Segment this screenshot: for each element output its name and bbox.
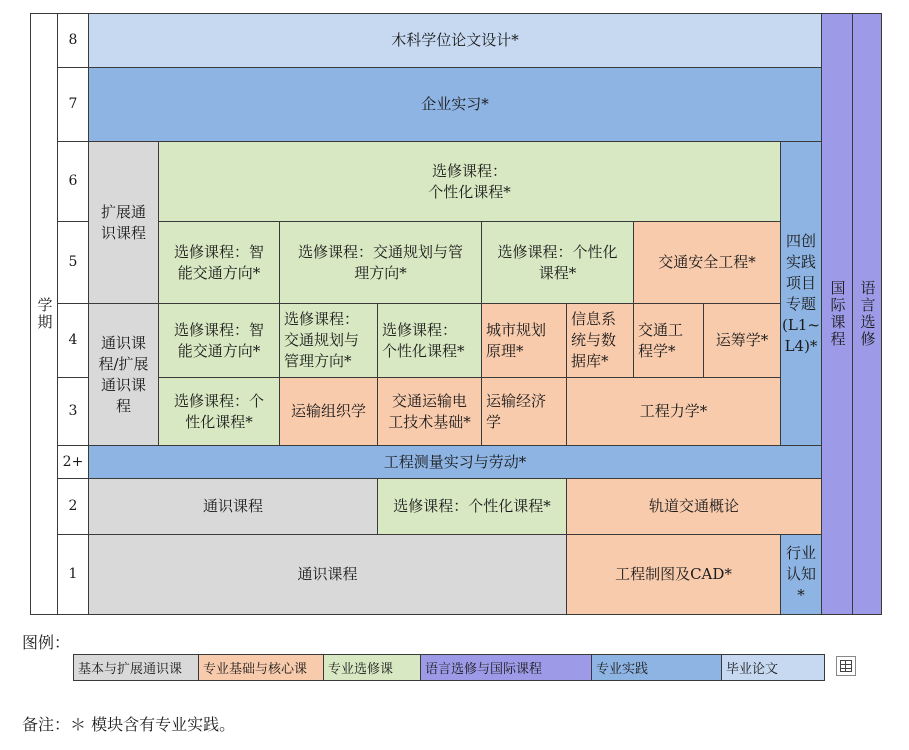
semester-number-2plus: 2+ <box>57 445 89 479</box>
footnote: 备注：＊ 模块含有专业实践。 <box>22 715 236 734</box>
semester-number-7: 7 <box>57 67 89 142</box>
general-education-s2: 通识课程 <box>88 478 378 535</box>
semester-axis-label: 学期 <box>30 13 58 615</box>
transport-economics: 运输经济 学 <box>481 377 567 446</box>
elective-transport-planning-s4: 选修课程： 交通规划与 管理方向* <box>279 303 378 378</box>
semester-number-1: 1 <box>57 534 89 615</box>
legend-item-major-electives: 专业选修课 <box>323 654 421 681</box>
legend-item-core-courses: 专业基础与核心课 <box>198 654 324 681</box>
semester-number-6: 6 <box>57 141 89 222</box>
legend-item-professional-practice: 专业实践 <box>591 654 722 681</box>
international-courses-column: 国际课程 <box>821 13 853 615</box>
elective-smart-transport-s5: 选修课程：智 能交通方向* <box>158 221 280 304</box>
four-innovations-project-block: 四创 实践 项目 专题 (L1~ L4)* <box>780 141 822 446</box>
rail-transit-introduction: 轨道交通概论 <box>566 478 822 535</box>
legend-title: 图例： <box>22 633 71 652</box>
thesis-design-block: 木科学位论文设计* <box>88 13 822 68</box>
urban-planning-principles: 城市规划 原理* <box>481 303 567 378</box>
elective-personalized-s3: 选修课程：个 性化课程* <box>158 377 280 446</box>
semester-number-2: 2 <box>57 478 89 535</box>
elective-personalized-s2: 选修课程：个性化课程* <box>377 478 567 535</box>
traffic-engineering: 交通工 程学* <box>633 303 704 378</box>
operations-research: 运筹学* <box>703 303 781 378</box>
elective-personalized-s4: 选修课程： 个性化课程* <box>377 303 482 378</box>
general-education-block-s34: 通识课 程/扩展 通识课 程 <box>88 303 159 446</box>
traffic-safety-engineering: 交通安全工程* <box>633 221 781 304</box>
semester-number-8: 8 <box>57 13 89 68</box>
elective-personalized-s5: 选修课程：个性化 课程* <box>481 221 634 304</box>
information-systems-databases: 信息系 统与数 据库* <box>566 303 634 378</box>
industry-cognition: 行业 认知 * <box>780 534 822 615</box>
semester-number-5: 5 <box>57 221 89 304</box>
elective-smart-transport-s4: 选修课程：智 能交通方向* <box>158 303 280 378</box>
elective-personalized-s6: 选修课程： 个性化课程* <box>158 141 781 222</box>
transport-electrical-basics: 交通运输电 工技术基础* <box>377 377 482 446</box>
table-icon[interactable] <box>836 656 856 676</box>
semester-number-4: 4 <box>57 303 89 378</box>
engineering-mechanics: 工程力学* <box>566 377 781 446</box>
semester-number-3: 3 <box>57 377 89 446</box>
engineering-drawing-cad: 工程制图及CAD* <box>566 534 781 615</box>
legend <box>73 654 825 681</box>
legend-item-graduation-thesis: 毕业论文 <box>721 654 825 681</box>
language-electives-column: 语言选修 <box>852 13 882 615</box>
transport-organization: 运输组织学 <box>279 377 378 446</box>
legend-item-language-international: 语言选修与国际课程 <box>420 654 592 681</box>
enterprise-internship-block: 企业实习* <box>88 67 822 142</box>
extended-general-education-block: 扩展通 识课程 <box>88 141 159 304</box>
elective-transport-planning-s5: 选修课程：交通规划与管 理方向* <box>279 221 482 304</box>
general-education-s1: 通识课程 <box>88 534 567 615</box>
legend-item-general-education: 基本与扩展通识课 <box>73 654 199 681</box>
surveying-practice-labor: 工程测量实习与劳动* <box>88 445 822 479</box>
